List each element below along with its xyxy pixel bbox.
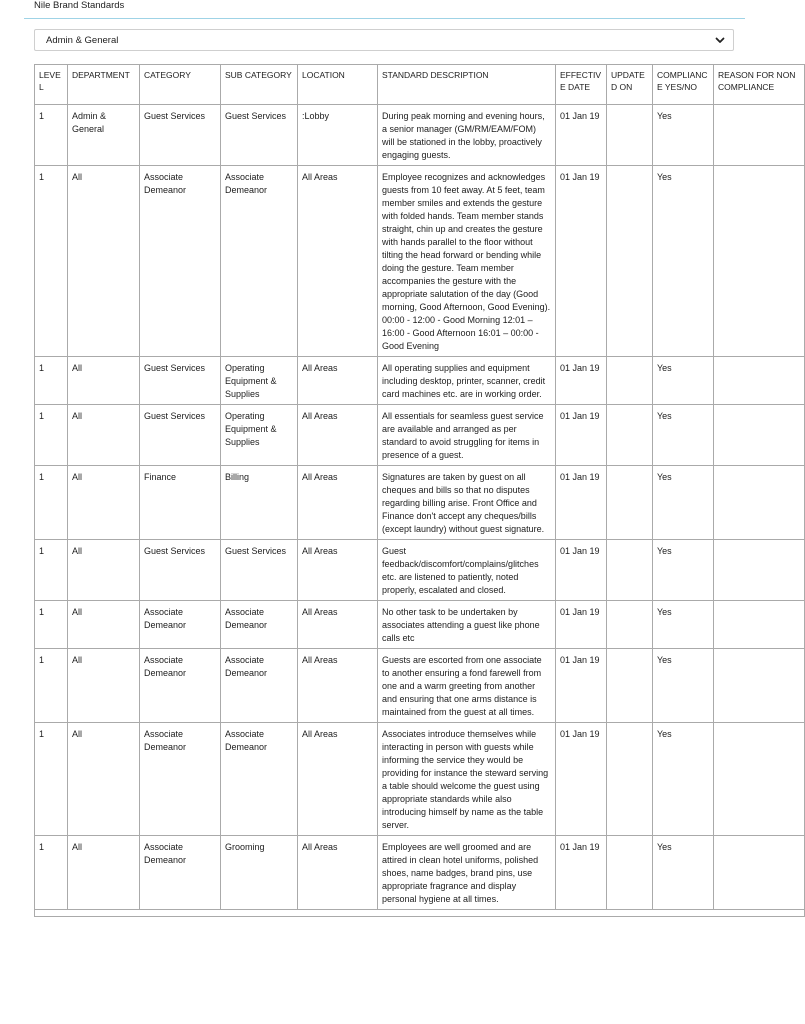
cell-reason[interactable] (714, 601, 805, 649)
cell-reason[interactable] (714, 723, 805, 836)
standards-table (34, 64, 805, 917)
table-row (35, 405, 805, 466)
cell-location: All Areas (298, 540, 378, 601)
header-location: LOCATION (298, 65, 378, 105)
header-department: DEPARTMENT (68, 65, 140, 105)
cell-department: All (68, 166, 140, 357)
cell-compliance[interactable]: Yes (653, 836, 714, 910)
cell-location: All Areas (298, 357, 378, 405)
cell-department: All (68, 649, 140, 723)
cell-category: Guest Services (140, 105, 221, 166)
cell-category: Associate Demeanor (140, 166, 221, 357)
cell-effective-date: 01 Jan 19 (556, 357, 607, 405)
department-select[interactable] (34, 29, 734, 51)
chevron-down-icon (713, 33, 727, 47)
cell-compliance[interactable]: Yes (653, 723, 714, 836)
cell-department: All (68, 466, 140, 540)
cell-level: 1 (35, 723, 68, 836)
cell-description: Guest feedback/discomfort/complains/glitches etc. are listened to patiently, noted properly, escalated and closed. (378, 540, 556, 601)
cell-department: All (68, 405, 140, 466)
cell-updated-on (607, 601, 653, 649)
table-row (35, 540, 805, 601)
cell-category: Associate Demeanor (140, 601, 221, 649)
cell-category: Guest Services (140, 540, 221, 601)
cell-department: All (68, 357, 140, 405)
cell-compliance[interactable]: Yes (653, 105, 714, 166)
cell-reason[interactable] (714, 540, 805, 601)
cell-level: 1 (35, 836, 68, 910)
cell-effective-date: 01 Jan 19 (556, 723, 607, 836)
cell-location: All Areas (298, 836, 378, 910)
cell-effective-date: 01 Jan 19 (556, 601, 607, 649)
cell-department: All (68, 540, 140, 601)
title-divider (24, 18, 745, 19)
cell-effective-date: 01 Jan 19 (556, 649, 607, 723)
cell-category: Guest Services (140, 357, 221, 405)
cell-compliance[interactable]: Yes (653, 405, 714, 466)
cell-location: All Areas (298, 723, 378, 836)
cell-description: During peak morning and evening hours, a senior manager (GM/RM/EAM/FOM) will be stationed in the lobby, proactively engaging guests. (378, 105, 556, 166)
page-title: Nile Brand Standards (34, 0, 125, 11)
cell-description: Employees are well groomed and are attired in clean hotel uniforms, polished shoes, name badges, brand pins, use appropriate fragrance and display personal hygiene at all times. (378, 836, 556, 910)
cell-reason[interactable] (714, 105, 805, 166)
cell-effective-date: 01 Jan 19 (556, 105, 607, 166)
cell-department: All (68, 836, 140, 910)
cell-effective-date: 01 Jan 19 (556, 466, 607, 540)
cell-reason[interactable] (714, 466, 805, 540)
cell-location: All Areas (298, 405, 378, 466)
cell-location: :Lobby (298, 105, 378, 166)
table-header-row (35, 65, 805, 105)
cell-sub-category: Associate Demeanor (221, 649, 298, 723)
cell-updated-on (607, 649, 653, 723)
cell-compliance[interactable]: Yes (653, 357, 714, 405)
cell-department: All (68, 601, 140, 649)
cell-level: 1 (35, 357, 68, 405)
header-updated-on: UPDATED ON (607, 65, 653, 105)
cell-level: 1 (35, 466, 68, 540)
standards-table-container[interactable] (34, 64, 796, 954)
cell-reason[interactable] (714, 357, 805, 405)
header-category: CATEGORY (140, 65, 221, 105)
cell-compliance[interactable]: Yes (653, 649, 714, 723)
cell-reason[interactable] (714, 836, 805, 910)
table-row (35, 601, 805, 649)
cell-updated-on (607, 166, 653, 357)
table-row-empty (35, 910, 805, 917)
cell-sub-category: Associate Demeanor (221, 601, 298, 649)
department-select-value: Admin & General (46, 35, 119, 46)
cell-sub-category: Billing (221, 466, 298, 540)
cell-description: All essentials for seamless guest service are available and arranged as per standard to avoid struggling for items in presence of a guest. (378, 405, 556, 466)
empty-cell (35, 910, 805, 917)
cell-location: All Areas (298, 466, 378, 540)
cell-updated-on (607, 105, 653, 166)
cell-description: No other task to be undertaken by associates attending a guest like phone calls etc (378, 601, 556, 649)
cell-sub-category: Guest Services (221, 540, 298, 601)
cell-location: All Areas (298, 649, 378, 723)
cell-reason[interactable] (714, 166, 805, 357)
cell-sub-category: Operating Equipment & Supplies (221, 405, 298, 466)
table-row (35, 105, 805, 166)
cell-reason[interactable] (714, 649, 805, 723)
cell-category: Associate Demeanor (140, 723, 221, 836)
cell-updated-on (607, 357, 653, 405)
cell-department: Admin & General (68, 105, 140, 166)
cell-compliance[interactable]: Yes (653, 166, 714, 357)
cell-level: 1 (35, 105, 68, 166)
cell-effective-date: 01 Jan 19 (556, 405, 607, 466)
cell-category: Finance (140, 466, 221, 540)
cell-level: 1 (35, 540, 68, 601)
table-row (35, 466, 805, 540)
table-row (35, 166, 805, 357)
cell-compliance[interactable]: Yes (653, 601, 714, 649)
cell-category: Associate Demeanor (140, 649, 221, 723)
cell-category: Guest Services (140, 405, 221, 466)
cell-compliance[interactable]: Yes (653, 540, 714, 601)
cell-sub-category: Operating Equipment & Supplies (221, 357, 298, 405)
cell-sub-category: Grooming (221, 836, 298, 910)
cell-sub-category: Guest Services (221, 105, 298, 166)
cell-department: All (68, 723, 140, 836)
header-compliance: COMPLIANCE YES/NO (653, 65, 714, 105)
table-row (35, 836, 805, 910)
cell-level: 1 (35, 166, 68, 357)
table-row (35, 723, 805, 836)
cell-location: All Areas (298, 601, 378, 649)
cell-description: All operating supplies and equipment including desktop, printer, scanner, credit card machines etc. are in working order. (378, 357, 556, 405)
cell-category: Associate Demeanor (140, 836, 221, 910)
cell-description: Associates introduce themselves while interacting in person with guests while informing the service they would be providing for instance the steward serving a table should welcome the guest using appropriate standards while also introducing himself by name as the table server. (378, 723, 556, 836)
cell-effective-date: 01 Jan 19 (556, 166, 607, 357)
cell-updated-on (607, 466, 653, 540)
cell-compliance[interactable]: Yes (653, 466, 714, 540)
cell-description: Employee recognizes and acknowledges guests from 10 feet away. At 5 feet, team member smiles and extends the gesture with folded hands. Team member stands straight, chin up and creates the gesture with hands parallel to the floor without tilting the head forward or bending while doing the gesture. Team member accompanies the gesture with the appropriate salutation of the day (Good morning, Good Afternoon, Good Evening). 00:00 - 12:00 - Good Morning 12:01 – 16:00 - Good Afternoon 16:01 – 00:00 - Good Evening (378, 166, 556, 357)
cell-sub-category: Associate Demeanor (221, 723, 298, 836)
cell-effective-date: 01 Jan 19 (556, 836, 607, 910)
cell-level: 1 (35, 649, 68, 723)
header-effective-date: EFFECTIVE DATE (556, 65, 607, 105)
cell-updated-on (607, 836, 653, 910)
cell-updated-on (607, 723, 653, 836)
cell-sub-category: Associate Demeanor (221, 166, 298, 357)
header-reason: REASON FOR NON COMPLIANCE (714, 65, 805, 105)
table-row (35, 357, 805, 405)
cell-reason[interactable] (714, 405, 805, 466)
cell-location: All Areas (298, 166, 378, 357)
cell-effective-date: 01 Jan 19 (556, 540, 607, 601)
cell-description: Guests are escorted from one associate to another ensuring a fond farewell from one and a warm greeting from another and ensuring that one arms distance is maintained from the guest at all times. (378, 649, 556, 723)
header-level: LEVEL (35, 65, 68, 105)
header-standard-description: STANDARD DESCRIPTION (378, 65, 556, 105)
cell-level: 1 (35, 601, 68, 649)
header-sub-category: SUB CATEGORY (221, 65, 298, 105)
table-row (35, 649, 805, 723)
cell-updated-on (607, 540, 653, 601)
cell-description: Signatures are taken by guest on all cheques and bills so that no disputes regarding billing arise. Front Office and Finance don't accept any cheques/bills (except laundry) without guest signature. (378, 466, 556, 540)
cell-updated-on (607, 405, 653, 466)
cell-level: 1 (35, 405, 68, 466)
